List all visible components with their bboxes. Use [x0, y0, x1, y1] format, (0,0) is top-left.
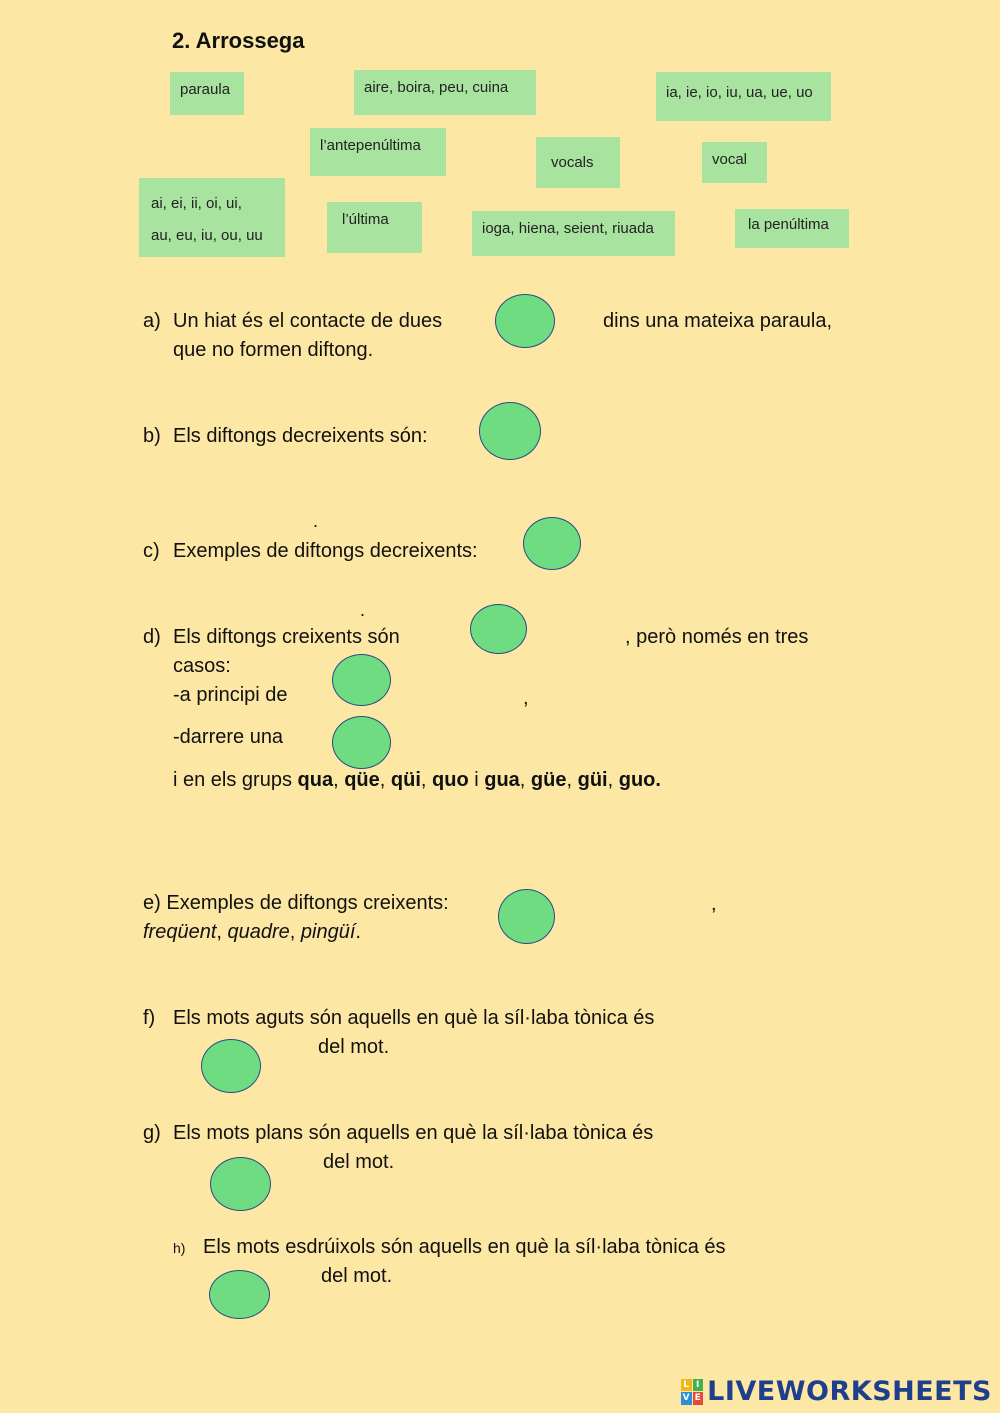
- question-a-text2: dins una mateixa paraula,: [603, 310, 833, 332]
- question-d-comma: ,: [523, 687, 529, 709]
- question-a-text1: Un hiat és el contacte de dues: [173, 310, 443, 332]
- drop-target-h[interactable]: [209, 1270, 270, 1319]
- question-g-label: g): [143, 1122, 161, 1144]
- example-quadre: quadre: [227, 921, 290, 943]
- question-g: [143, 1119, 653, 1148]
- example-pingui: pingüí: [300, 921, 356, 943]
- question-b-text: Els diftongs decreixents són:: [173, 425, 428, 447]
- drop-target-b[interactable]: [479, 402, 541, 460]
- question-c-text: Exemples de diftongs decreixents:: [173, 540, 478, 562]
- drop-target-g[interactable]: [210, 1157, 271, 1211]
- drop-target-e[interactable]: [498, 889, 555, 944]
- question-e: [143, 889, 449, 918]
- groups-prefix: i en els grups: [173, 769, 298, 791]
- question-f-label: f): [143, 1007, 156, 1029]
- question-g-tail: del mot.: [323, 1151, 395, 1173]
- question-d-line-b: -darrere una: [173, 726, 284, 748]
- logo-mark-e: E: [694, 1393, 702, 1404]
- question-g-text: Els mots plans són aquells en què la síl·laba tònica és: [173, 1122, 654, 1144]
- chip-vocals[interactable]: vocals: [536, 137, 620, 188]
- drop-target-a[interactable]: [495, 294, 555, 348]
- group-quo: quo: [432, 769, 469, 791]
- logo-mark-i: I: [693, 1379, 704, 1392]
- logo-mark-l: L: [681, 1379, 692, 1392]
- dot-marker-b: .: [313, 511, 319, 531]
- example-frequent: freqüent: [143, 921, 217, 943]
- question-d-groups: i en els grups qua, qüe, qüi, quo i gua, güe, güi, guo.: [173, 769, 661, 791]
- question-a-label: a): [143, 310, 161, 332]
- chip-aire-boira[interactable]: aire, boira, peu, cuina: [354, 70, 536, 115]
- question-b-label: b): [143, 425, 161, 447]
- question-h-label: h): [173, 1240, 186, 1256]
- group-gue: güe: [530, 769, 567, 791]
- exercise-title: 2. Arrossega: [172, 28, 305, 53]
- chip-paraula[interactable]: paraula: [170, 72, 244, 115]
- drop-target-d2[interactable]: [332, 654, 391, 706]
- question-h-text: Els mots esdrúixols són aquells en què la síl·laba tònica és: [203, 1236, 726, 1258]
- chip-ia-ie[interactable]: ia, ie, io, iu, ua, ue, uo: [656, 72, 831, 121]
- group-gui: güi: [577, 769, 608, 791]
- liveworksheets-logo: [681, 1376, 992, 1407]
- question-d-label: d): [143, 626, 161, 648]
- chip-ai-ei[interactable]: [139, 178, 285, 257]
- dot-marker-c: .: [360, 600, 366, 620]
- chip-penultima[interactable]: la penúltima: [735, 209, 849, 248]
- logo-mark-v: V: [682, 1393, 691, 1404]
- question-e-label: e): [143, 892, 161, 914]
- question-f-text: Els mots aguts són aquells en què la síl·laba tònica és: [173, 1007, 655, 1029]
- group-que: qüe: [344, 769, 380, 791]
- liveworksheets-logo-text: LIVEWORKSHEETS: [707, 1376, 992, 1407]
- question-d-text1: Els diftongs creixents són: [173, 626, 400, 648]
- group-gua: gua: [484, 769, 520, 791]
- question-a-text3: que no formen diftong.: [173, 339, 374, 361]
- question-h-tail: del mot.: [321, 1265, 393, 1287]
- liveworksheets-mark-icon: [681, 1379, 703, 1405]
- chip-antepenultima[interactable]: l’antepenúltima: [310, 128, 446, 176]
- drop-target-c[interactable]: [523, 517, 581, 570]
- question-e-comma: ,: [711, 893, 717, 915]
- question-e-examples: freqüent, quadre, pingüí.: [143, 921, 361, 943]
- chip-ai-ei-line2: au, eu, iu, ou, uu: [151, 227, 263, 244]
- question-c: [143, 537, 478, 566]
- question-d-line-a: -a principi de: [173, 684, 288, 706]
- chip-ai-ei-line1: ai, ei, ii, oi, ui,: [151, 195, 242, 212]
- question-a: [143, 307, 442, 336]
- question-h: [173, 1233, 726, 1263]
- question-c-label: c): [143, 540, 160, 562]
- question-b: [143, 422, 428, 451]
- drop-target-d1[interactable]: [470, 604, 527, 654]
- drop-target-d3[interactable]: [332, 716, 391, 769]
- question-f: [143, 1004, 654, 1033]
- question-e-text: Exemples de diftongs creixents:: [166, 892, 449, 914]
- group-qui: qüi: [390, 769, 421, 791]
- question-d: [143, 623, 400, 652]
- group-guo: guo.: [618, 769, 661, 791]
- chip-vocal[interactable]: vocal: [702, 142, 767, 183]
- question-f-tail: del mot.: [318, 1036, 390, 1058]
- chip-ultima[interactable]: l’última: [327, 202, 422, 253]
- question-d-text2: , però només en tres: [625, 626, 809, 648]
- drop-target-f[interactable]: [201, 1039, 261, 1093]
- question-d-text3: casos:: [173, 655, 231, 677]
- group-qua: qua: [297, 769, 334, 791]
- chip-ioga-hiena[interactable]: ioga, hiena, seient, riuada: [472, 211, 675, 256]
